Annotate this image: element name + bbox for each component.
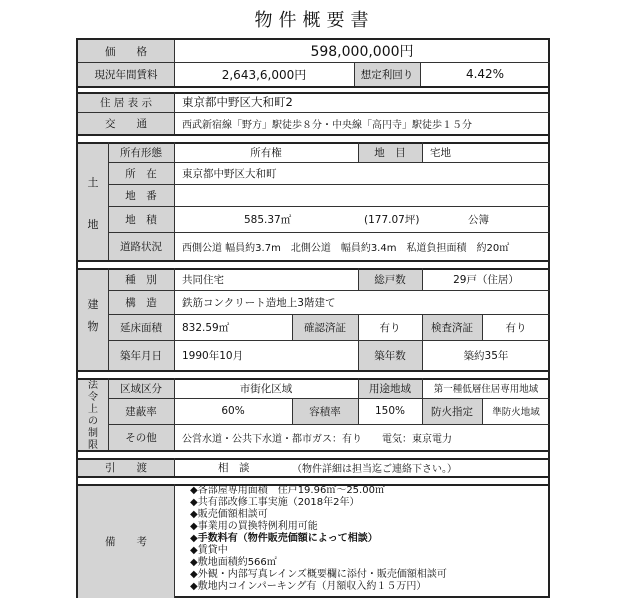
- grid-line: [78, 62, 550, 63]
- grid-line: [78, 134, 550, 136]
- building-type-label: 種 別: [108, 268, 174, 290]
- grid-line: [78, 92, 550, 94]
- units-label: 総戸数: [358, 268, 422, 290]
- building-type-value: 共同住宅: [182, 273, 224, 286]
- grid-line: [358, 398, 359, 424]
- location-value: 東京都中野区大和町: [182, 167, 277, 180]
- price-value: 598,000,000円: [310, 44, 414, 60]
- building-age-label: 築年数: [358, 340, 422, 370]
- grid-line: [292, 314, 293, 340]
- built-date-label: 築年月日: [108, 340, 174, 370]
- remarks-label: 備 考: [78, 484, 174, 598]
- inspect-cert-value: 有り: [505, 321, 527, 334]
- remark-item: ◆手数料有（物件販売価額によって相談）: [190, 533, 378, 544]
- grid-line: [420, 62, 421, 86]
- grid-line: [482, 314, 483, 340]
- grid-line: [174, 92, 175, 134]
- page-title: 物件概要書: [254, 10, 375, 31]
- grid-line: [422, 378, 423, 398]
- lot-number-value: [182, 184, 550, 206]
- grid-line: [78, 458, 550, 460]
- grid-line: [108, 268, 109, 370]
- grid-line: [358, 268, 359, 290]
- remark-item: ◆賃貸中: [190, 545, 228, 556]
- location-label: 所 在: [108, 162, 174, 184]
- grid-line: [174, 378, 175, 450]
- bcr-label: 建蔽率: [108, 398, 174, 424]
- land-area-note: 公簿: [468, 213, 489, 226]
- built-date-value: 1990年10月: [182, 349, 244, 362]
- grid-line: [78, 142, 550, 144]
- law-section-label: 法 令 上 の 制 限: [88, 380, 98, 451]
- structure-label: 構 造: [108, 290, 174, 314]
- grid-line: [108, 378, 109, 450]
- handover-note: （物件詳細は担当迄ご連絡下さい。）: [292, 463, 457, 475]
- floor-area-label: 延床面積: [108, 314, 174, 340]
- fire-zone-value: 準防火地域: [492, 407, 540, 418]
- grid-line: [78, 86, 550, 88]
- zone-value: 市街化区域: [239, 382, 293, 395]
- grid-line: [422, 340, 423, 370]
- confirm-cert-label: 確認済証: [292, 314, 358, 340]
- grid-line: [174, 458, 175, 476]
- grid-line: [174, 484, 175, 598]
- address-value: 東京都中野区大和町2: [182, 95, 293, 109]
- building-section-label: 建 物: [87, 298, 99, 333]
- grid-line: [422, 142, 423, 162]
- income-value: 2,643,6,000円: [221, 67, 307, 82]
- remark-item: ◆各部屋専用面積 住戸19.96㎡〜25.00㎡: [190, 485, 385, 496]
- property-summary-sheet: [76, 38, 550, 598]
- transport-value: 西武新宿線「野方」駅徒歩８分・中央線「高円寺」駅徒歩１５分: [182, 119, 472, 131]
- other-value: 公営水道・公共下水道・都市ガス：有り 電気：東京電力: [182, 433, 452, 445]
- land-area-tsubo: (177.07坪): [364, 213, 420, 226]
- remark-item: ◆共有部改修工事実施（2018年2年）: [190, 497, 360, 508]
- remark-item: ◆販売価額相談可: [190, 509, 268, 520]
- remark-item: ◆敷地内コインパーキング有（月額収入約１５万円）: [190, 581, 427, 592]
- income-label: 現況年間賃料: [78, 62, 174, 86]
- yield-label: 想定利回り: [354, 62, 420, 86]
- grid-line: [78, 370, 550, 372]
- road-label: 道路状況: [108, 232, 174, 260]
- grid-line: [174, 268, 175, 370]
- handover-value: 相 談: [218, 461, 250, 474]
- land-category-value: 宅地: [430, 146, 451, 159]
- land-area-label: 地 積: [108, 206, 174, 232]
- inspect-cert-label: 検査済証: [422, 314, 482, 340]
- grid-line: [174, 142, 175, 260]
- grid-line: [108, 142, 109, 260]
- grid-line: [358, 340, 359, 370]
- land-section-label: 土 地: [87, 176, 99, 231]
- land-area-sqm: 585.37㎡: [244, 213, 292, 226]
- fire-zone-label: 防火指定: [422, 398, 482, 424]
- building-age-value: 築約35年: [463, 349, 509, 362]
- grid-line: [358, 314, 359, 340]
- grid-line: [174, 40, 175, 86]
- grid-line: [78, 450, 550, 452]
- grid-line: [78, 112, 550, 113]
- floor-area-value: 832.59㎡: [182, 321, 230, 334]
- grid-line: [358, 378, 359, 398]
- grid-line: [422, 398, 423, 424]
- use-district-label: 用途地域: [358, 378, 422, 398]
- bcr-value: 60%: [221, 405, 245, 417]
- grid-line: [78, 268, 550, 270]
- land-category-label: 地 目: [358, 142, 422, 162]
- far-label: 容積率: [292, 398, 358, 424]
- units-value: 29戸（住居）: [453, 273, 519, 286]
- grid-line: [358, 142, 359, 162]
- grid-line: [78, 484, 550, 486]
- transport-label: 交 通: [78, 112, 174, 134]
- remarks-list: [190, 485, 548, 593]
- address-label: 住 居 表 示: [78, 92, 174, 112]
- remark-item: ◆敷地面積約566㎡: [190, 557, 277, 568]
- grid-line: [292, 398, 293, 424]
- ownership-value: 所有権: [250, 146, 282, 159]
- grid-line: [422, 268, 423, 290]
- yield-value: 4.42%: [465, 67, 505, 81]
- grid-line: [78, 378, 550, 380]
- other-label: その他: [108, 424, 174, 450]
- grid-line: [422, 314, 423, 340]
- use-district-value: 第一種低層住居専用地域: [433, 384, 539, 395]
- remark-item: ◆外観・内部写真レインズ概要欄に添付・販売価額相談可: [190, 569, 447, 580]
- far-value: 150%: [374, 405, 406, 417]
- road-value: 西側公道 幅員約3.7m 北側公道 幅員約3.4m 私道負担面積 約20㎡: [182, 242, 510, 254]
- ownership-label: 所有形態: [108, 142, 174, 162]
- grid-line: [78, 476, 550, 478]
- grid-line: [354, 62, 355, 86]
- grid-line: [78, 260, 550, 262]
- price-label: 価 格: [78, 40, 174, 62]
- remark-item: ◆事業用の買換特例利用可能: [190, 521, 318, 532]
- structure-value: 鉄筋コンクリート造地上3階建て: [182, 296, 336, 309]
- lot-number-label: 地 番: [108, 184, 174, 206]
- handover-label: 引 渡: [78, 458, 174, 476]
- grid-line: [482, 398, 483, 424]
- confirm-cert-value: 有り: [379, 321, 401, 334]
- zone-label: 区域区分: [108, 378, 174, 398]
